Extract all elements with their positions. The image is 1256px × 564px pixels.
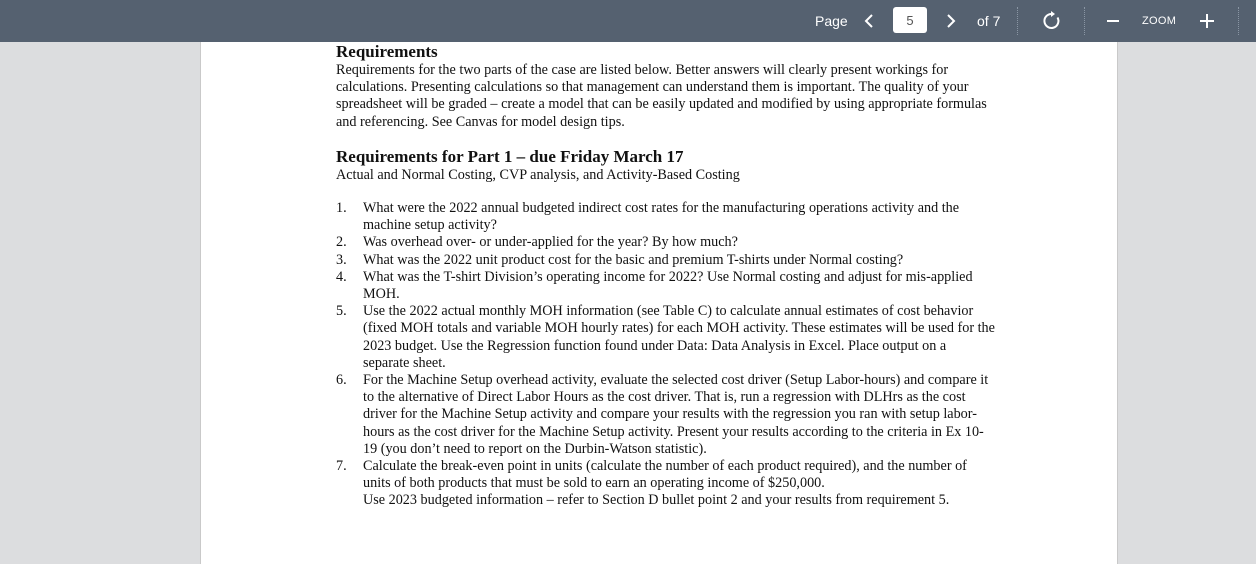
- previous-page-button[interactable]: [858, 0, 880, 42]
- document-page: [200, 42, 1118, 564]
- part1-heading: Requirements for Part 1 – due Friday March 17: [336, 146, 684, 166]
- list-item-number: 1.: [336, 200, 347, 217]
- list-item-text: Was overhead over- or under-applied for the year? By how much?: [363, 234, 738, 251]
- list-item-text: Use the 2022 actual monthly MOH information (see Table C) to calculate annual estimates of cost behavior (fixed MOH totals and variable MOH hourly rates) for each MOH activity. These estimates will be used for the 2023 budget. Use the Regression function found under Data: Data Analysis in Excel. Place output on a separate sheet.: [363, 303, 995, 371]
- plus-icon: [1199, 13, 1215, 29]
- list-item-number: 2.: [336, 234, 347, 251]
- list-item-text: For the Machine Setup overhead activity, evaluate the selected cost driver (Setup Labor-hours) and compare it to the alternative of Direct Labor Hours as the cost driver. That is, run a regression with DLHrs as the cost driver for the Machine Setup activity and compare your results with the regression you ran with setup labor-hours as the cost driver for the Machine Setup activity. Present your results according to the criteria in Ex 10-19 (you don’t need to report on the Durbin-Watson statistic).: [363, 372, 989, 457]
- refresh-button[interactable]: [1040, 0, 1064, 42]
- document-content: [336, 42, 996, 510]
- toolbar-divider: [1084, 7, 1085, 35]
- toolbar-divider: [1238, 7, 1239, 35]
- requirements-heading: Requirements: [336, 42, 438, 61]
- list-item-number: 4.: [336, 268, 347, 285]
- page-number-input[interactable]: [893, 7, 927, 33]
- zoom-in-button[interactable]: [1196, 0, 1218, 42]
- list-item-note: Use 2023 budgeted information – refer to Section D bullet point 2 and your results from requirement 5.: [363, 492, 950, 509]
- list-item: [336, 234, 996, 251]
- list-item-text: What were the 2022 annual budgeted indirect cost rates for the manufacturing operations activity and the machine setup activity?: [363, 200, 960, 234]
- list-item: [336, 303, 996, 372]
- part1-subtitle: Actual and Normal Costing, CVP analysis, and Activity-Based Costing: [336, 166, 740, 183]
- list-item-number: 7.: [336, 458, 347, 475]
- list-item: [336, 372, 996, 458]
- requirements-intro: Requirements for the two parts of the case are listed below. Better answers will clearly present workings for calculations. Presenting calculations so that management can understand them is important. The quality of your spreadsheet will be graded – create a model that can be easily updated and modified by using appropriate formulas and referencing. See Canvas for model design tips.: [336, 62, 987, 130]
- total-pages-label: of 7: [977, 13, 1001, 29]
- minus-icon: [1106, 14, 1120, 28]
- list-item-number: 3.: [336, 251, 347, 268]
- requirements-list: [336, 200, 996, 510]
- list-item-number: 5.: [336, 303, 347, 320]
- list-item-text: What was the 2022 unit product cost for the basic and premium T-shirts under Normal costing?: [363, 251, 904, 268]
- list-item: [336, 200, 996, 234]
- chevron-right-icon: [945, 13, 957, 29]
- toolbar-divider: [1017, 7, 1018, 35]
- page-label: Page: [815, 13, 848, 29]
- chevron-left-icon: [863, 13, 875, 29]
- zoom-label: ZOOM: [1142, 15, 1177, 27]
- list-item-text: Calculate the break-even point in units (calculate the number of each product required), and the number of units of both products that must be sold to earn an operating income of $250,000.: [363, 458, 967, 492]
- zoom-out-button[interactable]: [1104, 0, 1122, 42]
- list-item: [336, 269, 996, 303]
- refresh-icon: [1042, 11, 1062, 31]
- pdf-toolbar: [0, 0, 1256, 42]
- list-item: [336, 252, 996, 269]
- next-page-button[interactable]: [940, 0, 962, 42]
- list-item-text: What was the T-shirt Division’s operating income for 2022? Use Normal costing and adjust for mis-applied MOH.: [363, 268, 973, 303]
- list-item-number: 6.: [336, 372, 347, 389]
- list-item: [336, 458, 996, 510]
